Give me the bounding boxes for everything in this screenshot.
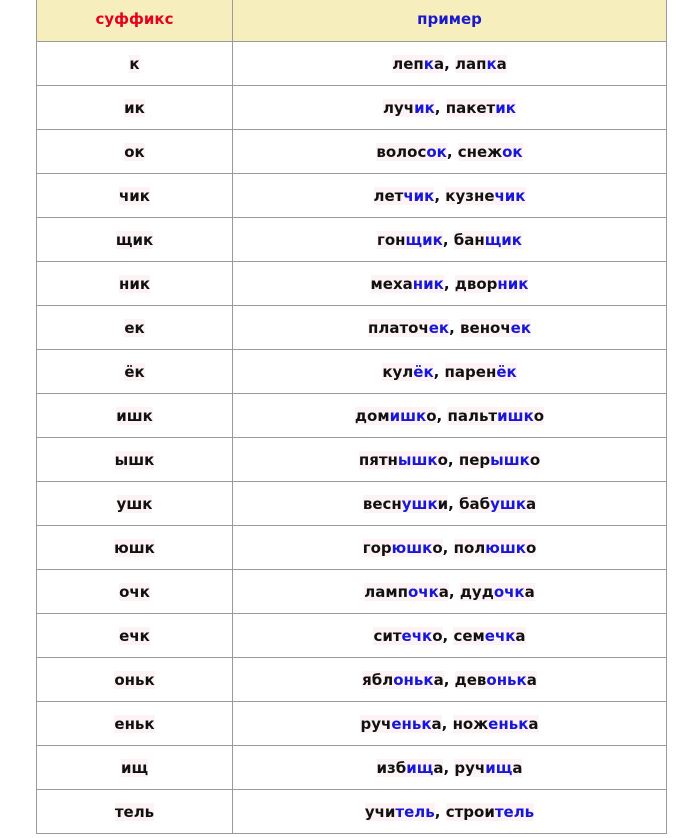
word-stem: парен <box>444 362 497 381</box>
table-row <box>37 130 667 174</box>
suffix-cell <box>37 350 233 394</box>
word-suffix-highlight: ушк <box>490 494 527 513</box>
word-stem: веноч <box>460 318 511 337</box>
example-cell <box>233 218 667 262</box>
word-stem: руч <box>360 714 392 733</box>
table-header-row <box>37 0 667 42</box>
word-ending: а <box>515 626 526 645</box>
suffix-text: ник <box>118 274 151 293</box>
word-stem: изб <box>376 758 407 777</box>
example-word <box>363 539 443 557</box>
word-ending: а <box>526 670 537 689</box>
example-word <box>454 759 522 777</box>
example-cell <box>233 262 667 306</box>
example-word <box>453 627 525 645</box>
suffix-cell <box>37 746 233 790</box>
word-suffix-highlight: ишк <box>389 406 427 425</box>
word-stem: дом <box>354 406 390 425</box>
suffix-cell <box>37 702 233 746</box>
word-suffix-highlight: ёк <box>413 362 434 381</box>
table-row <box>37 394 667 438</box>
example-word <box>446 99 516 117</box>
example-word <box>382 363 433 381</box>
word-suffix-highlight: к <box>486 54 497 73</box>
example-cell <box>233 702 667 746</box>
suffix-text: чик <box>119 186 150 205</box>
word-ending: а <box>433 670 444 689</box>
table-row <box>37 482 667 526</box>
suffix-text: ышк <box>114 450 155 469</box>
word-ending: и <box>437 494 449 513</box>
word-ending: о <box>525 538 537 557</box>
example-cell <box>233 42 667 86</box>
word-ending: а <box>526 494 537 513</box>
word-suffix-highlight: щик <box>484 230 522 249</box>
suffix-cell <box>37 438 233 482</box>
example-word <box>374 187 435 205</box>
suffix-cell <box>37 86 233 130</box>
example-separator: , <box>443 758 455 777</box>
suffix-cell <box>37 174 233 218</box>
example-separator: , <box>434 802 446 821</box>
example-cell <box>233 790 667 834</box>
example-cell <box>233 130 667 174</box>
word-stem: платоч <box>367 318 429 337</box>
table-row <box>37 746 667 790</box>
word-suffix-highlight: чик <box>494 186 526 205</box>
word-suffix-highlight: ик <box>414 98 435 117</box>
word-suffix-highlight: еньк <box>488 714 529 733</box>
example-cell <box>233 658 667 702</box>
example-word <box>359 451 448 469</box>
word-ending: о <box>533 406 545 425</box>
suffix-text: юшк <box>114 538 155 557</box>
example-word <box>459 495 536 513</box>
word-ending: а <box>438 582 449 601</box>
suffix-text: к <box>129 54 140 73</box>
word-suffix-highlight: ок <box>426 142 447 161</box>
table-row <box>37 790 667 834</box>
word-suffix-highlight: тель <box>494 802 535 821</box>
word-stem: пальт <box>447 406 498 425</box>
example-separator: , <box>443 670 455 689</box>
example-separator: , <box>436 406 448 425</box>
word-suffix-highlight: очк <box>407 582 439 601</box>
word-suffix-highlight: юшк <box>485 538 526 557</box>
word-ending: а <box>524 582 535 601</box>
example-cell <box>233 570 667 614</box>
suffix-cell <box>37 394 233 438</box>
word-suffix-highlight: ник <box>412 274 444 293</box>
table-row <box>37 262 667 306</box>
suffix-cell <box>37 262 233 306</box>
example-word <box>383 99 435 117</box>
example-word <box>377 759 444 777</box>
word-stem: меха <box>370 274 413 293</box>
example-word <box>371 275 444 293</box>
word-stem: луч <box>383 98 415 117</box>
table-row <box>37 526 667 570</box>
example-cell <box>233 86 667 130</box>
word-suffix-highlight: очк <box>493 582 525 601</box>
suffix-cell <box>37 570 233 614</box>
word-suffix-highlight: чик <box>403 186 435 205</box>
example-cell <box>233 526 667 570</box>
suffix-text: щик <box>115 230 154 249</box>
example-word <box>363 495 448 513</box>
example-separator: , <box>444 54 455 73</box>
suffix-cell <box>37 306 233 350</box>
example-word <box>454 539 537 557</box>
suffix-text: ек <box>124 318 145 337</box>
example-cell <box>233 350 667 394</box>
example-column-header: пример <box>233 0 667 42</box>
table-row <box>37 570 667 614</box>
word-stem: учи <box>364 802 396 821</box>
example-word <box>355 407 437 425</box>
word-suffix-highlight: ышк <box>490 450 530 469</box>
word-suffix-highlight: щик <box>405 230 443 249</box>
word-stem: пол <box>453 538 486 557</box>
example-word <box>460 319 531 337</box>
example-word <box>376 143 446 161</box>
word-ending: о <box>426 406 437 425</box>
suffix-text: тель <box>114 802 155 821</box>
suffix-cell <box>37 790 233 834</box>
word-suffix-highlight: тель <box>395 802 435 821</box>
example-word <box>392 55 444 73</box>
suffix-cell <box>37 614 233 658</box>
example-word <box>445 187 525 205</box>
word-suffix-highlight: юшк <box>391 538 433 557</box>
table-row <box>37 306 667 350</box>
word-stem: гон <box>377 230 406 249</box>
suffix-text: ик <box>124 98 145 117</box>
example-separator: , <box>433 362 445 381</box>
suffix-table-container <box>36 0 666 834</box>
word-suffix-highlight: ечк <box>401 626 433 645</box>
word-stem: весн <box>362 494 402 513</box>
example-word <box>445 363 517 381</box>
example-separator: , <box>448 494 460 513</box>
example-word <box>460 583 535 601</box>
example-word <box>446 803 534 821</box>
word-suffix-highlight: ок <box>502 142 523 161</box>
example-word <box>360 715 441 733</box>
example-separator: , <box>442 538 454 557</box>
word-suffix-highlight: ищ <box>485 758 513 777</box>
word-ending: а <box>528 714 539 733</box>
example-cell <box>233 614 667 658</box>
word-stem: сем <box>453 626 485 645</box>
example-separator: , <box>443 274 455 293</box>
example-separator: , <box>448 582 460 601</box>
example-word <box>454 231 522 249</box>
word-stem: сит <box>373 626 402 645</box>
word-suffix-highlight: к <box>423 54 434 73</box>
table-row <box>37 86 667 130</box>
suffix-text: еньк <box>114 714 155 733</box>
word-stem: леп <box>392 54 424 73</box>
table-row <box>37 658 667 702</box>
table-row <box>37 614 667 658</box>
example-cell <box>233 746 667 790</box>
word-ending: а <box>433 54 445 73</box>
word-ending: о <box>432 538 443 557</box>
word-suffix-highlight: ышк <box>397 450 438 469</box>
word-stem: гор <box>362 538 392 557</box>
table-row <box>37 218 667 262</box>
example-word <box>455 671 537 689</box>
word-suffix-highlight: ечк <box>484 626 516 645</box>
suffix-text: ушк <box>116 494 153 513</box>
table-row <box>37 42 667 86</box>
word-stem: кул <box>382 362 414 381</box>
suffix-cell <box>37 658 233 702</box>
word-stem: ламп <box>364 582 408 601</box>
example-word <box>365 803 435 821</box>
word-ending: о <box>432 626 443 645</box>
word-stem: руч <box>454 758 486 777</box>
example-word <box>373 627 442 645</box>
word-suffix-highlight: еньк <box>391 714 432 733</box>
table-body <box>37 42 667 834</box>
word-suffix-highlight: оньк <box>393 670 434 689</box>
table-row <box>37 350 667 394</box>
example-word <box>447 407 544 425</box>
example-separator: , <box>442 626 454 645</box>
suffix-cell <box>37 482 233 526</box>
example-word <box>455 275 529 293</box>
word-suffix-highlight: ек <box>428 318 450 337</box>
word-stem: пятн <box>358 450 398 469</box>
example-separator: , <box>446 142 458 161</box>
example-word <box>458 143 523 161</box>
example-separator: , <box>434 98 446 117</box>
example-word <box>377 231 443 249</box>
word-stem: двор <box>454 274 498 293</box>
word-suffix-highlight: ушк <box>401 494 438 513</box>
suffix-text: ок <box>124 142 145 161</box>
suffix-cell <box>37 42 233 86</box>
word-ending: а <box>433 758 444 777</box>
word-suffix-highlight: ищ <box>406 758 434 777</box>
suffix-text: ечк <box>119 626 150 645</box>
word-stem: баб <box>459 494 491 513</box>
word-stem: строи <box>445 802 495 821</box>
word-suffix-highlight: ник <box>497 274 529 293</box>
example-word <box>362 671 444 689</box>
example-word <box>455 55 507 73</box>
suffix-column-header: суффикс <box>37 0 233 42</box>
word-stem: пер <box>458 450 491 469</box>
word-stem: лап <box>454 54 487 73</box>
example-word <box>453 715 539 733</box>
word-suffix-highlight: ик <box>495 98 516 117</box>
example-separator: , <box>442 230 454 249</box>
suffix-text: оньк <box>114 670 155 689</box>
suffix-text: ищ <box>120 758 149 777</box>
example-separator: , <box>447 450 459 469</box>
example-word <box>364 583 449 601</box>
table-row <box>37 438 667 482</box>
word-suffix-highlight: ек <box>510 318 532 337</box>
word-stem: дев <box>454 670 487 689</box>
word-ending: а <box>431 714 442 733</box>
word-suffix-highlight: ишк <box>497 406 534 425</box>
word-stem: пакет <box>445 98 496 117</box>
example-separator: , <box>434 186 446 205</box>
suffix-text: ишк <box>116 406 153 425</box>
example-cell <box>233 438 667 482</box>
example-cell <box>233 306 667 350</box>
example-word <box>459 451 540 469</box>
word-suffix-highlight: ёк <box>496 362 517 381</box>
suffix-cell <box>37 218 233 262</box>
word-ending: а <box>496 54 507 73</box>
word-suffix-highlight: оньк <box>486 670 527 689</box>
word-ending: о <box>437 450 448 469</box>
suffix-text: очк <box>119 582 150 601</box>
suffix-cell <box>37 130 233 174</box>
suffix-table <box>36 0 667 834</box>
word-stem: лет <box>373 186 404 205</box>
word-ending: а <box>512 758 523 777</box>
word-stem: бан <box>453 230 485 249</box>
word-stem: нож <box>452 714 489 733</box>
table-row <box>37 174 667 218</box>
word-ending: о <box>529 450 541 469</box>
word-stem: волос <box>376 142 427 161</box>
suffix-cell <box>37 526 233 570</box>
word-stem: снеж <box>457 142 503 161</box>
word-stem: дуд <box>459 582 494 601</box>
table-row <box>37 702 667 746</box>
word-stem: кузне <box>445 186 495 205</box>
word-stem: ябл <box>362 670 394 689</box>
example-cell <box>233 482 667 526</box>
example-cell <box>233 394 667 438</box>
suffix-text: ёк <box>124 362 145 381</box>
example-word <box>368 319 449 337</box>
example-cell <box>233 174 667 218</box>
example-separator: , <box>449 318 461 337</box>
example-separator: , <box>441 714 453 733</box>
